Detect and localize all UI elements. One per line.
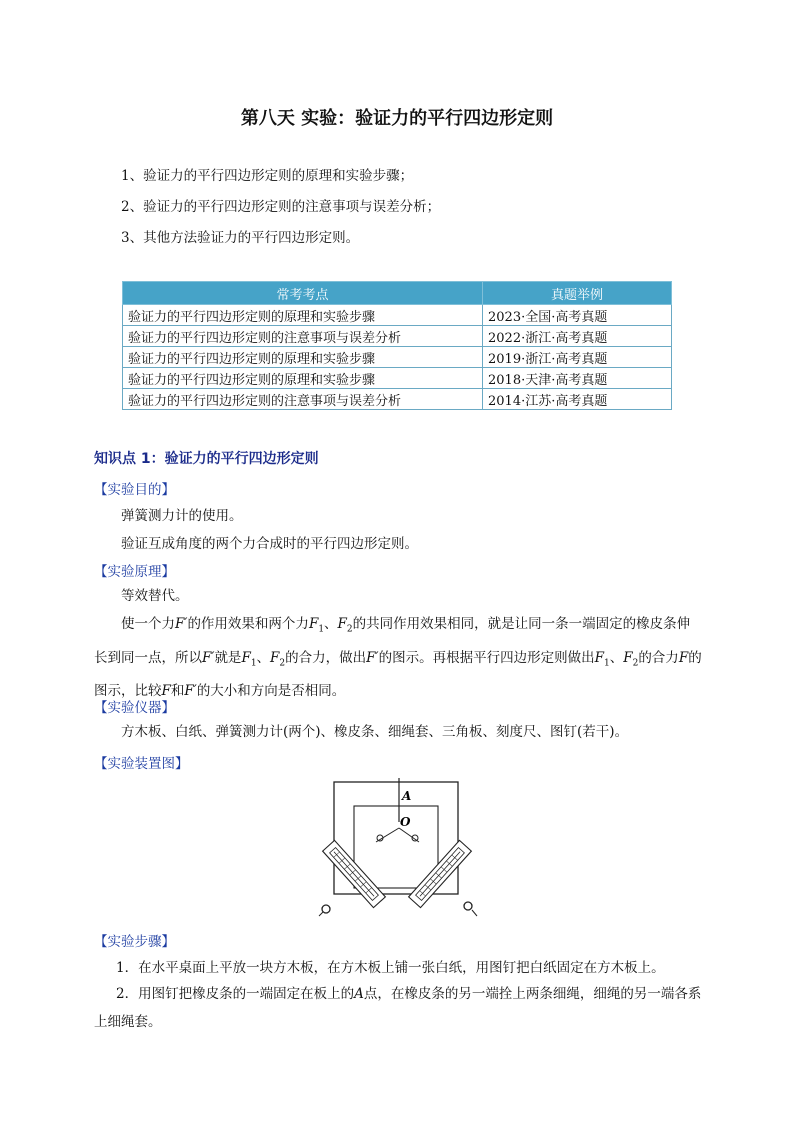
knowledge-point-heading: 知识点 1：验证力的平行四边形定则 <box>94 451 319 467</box>
text-run: 的图示。再根据平行四边形定则做出 <box>378 649 595 666</box>
page-title: 第八天 实验：验证力的平行四边形定则 <box>240 108 554 129</box>
subscript-2: 2 <box>346 624 353 635</box>
separator: 、 <box>609 649 624 666</box>
table-row <box>123 389 672 410</box>
step-2 <box>94 980 702 1036</box>
section-title-principle: 【实验原理】 <box>94 564 175 580</box>
text-run: 就是 <box>214 649 242 666</box>
text-run: 2．用图钉把橡皮条的一端固定在板上的 <box>116 986 355 1002</box>
table-cell-example: 2023·全国·高考真题 <box>483 305 672 326</box>
text-run: 使一个力 <box>121 616 175 632</box>
symbol-f: F <box>623 649 633 666</box>
table-cell-example: 2014·江苏·高考真题 <box>483 389 672 410</box>
symbol-f: F <box>161 683 171 700</box>
separator: 、 <box>324 616 338 632</box>
section-title-purpose: 【实验目的】 <box>94 482 175 498</box>
subscript-1: 1 <box>603 658 610 669</box>
step-1: 1．在水平桌面上平放一块方木板，在方木板上铺一张白纸，用图钉把白纸固定在方木板上。 <box>116 960 665 976</box>
section-title-steps: 【实验步骤】 <box>94 934 175 950</box>
header-exam-point: 常考考点 <box>123 282 483 305</box>
symbol-f: F <box>308 616 319 632</box>
section-title-setup: 【实验装置图】 <box>94 756 189 772</box>
ring-right <box>464 902 472 910</box>
symbol-f-prime: F′ <box>366 649 379 666</box>
table-cell-point: 验证力的平行四边形定则的原理和实验步骤 <box>123 347 483 368</box>
apparatus-diagram <box>314 778 480 922</box>
text-run: 的合力，做出 <box>285 649 367 666</box>
principle-line: 等效替代。 <box>121 588 189 604</box>
symbol-f-prime: F′ <box>175 616 188 632</box>
subscript-1: 1 <box>250 658 257 669</box>
label-o: O <box>400 815 411 829</box>
objective-item: 3、其他方法验证力的平行四边形定则。 <box>121 230 360 246</box>
table-row <box>123 347 672 368</box>
separator: 、 <box>256 649 271 666</box>
table-cell-example: 2018·天津·高考真题 <box>483 368 672 389</box>
symbol-f: F <box>678 649 689 666</box>
text-run: 的共同作用效果相同，就是让同一条一端固定的橡皮条伸长到同一点，所以 <box>94 616 691 666</box>
table-row <box>123 368 672 389</box>
text-run: 的作用效果和两个力 <box>187 616 309 632</box>
subscript-2: 2 <box>632 658 639 669</box>
table-cell-point: 验证力的平行四边形定则的注意事项与误差分析 <box>123 389 483 410</box>
table-header-row <box>123 282 672 305</box>
table-cell-example: 2019·浙江·高考真题 <box>483 347 672 368</box>
header-exam-example: 真题举例 <box>483 282 672 305</box>
symbol-f-prime: F′ <box>184 683 197 700</box>
objective-item: 1、验证力的平行四边形定则的原理和实验步骤； <box>121 168 414 184</box>
symbol-a: A <box>354 986 364 1002</box>
symbol-f: F <box>270 649 280 666</box>
symbol-f: F <box>337 616 347 632</box>
purpose-line: 弹簧测力计的使用。 <box>121 508 243 524</box>
ring-left <box>322 905 330 913</box>
table-cell-example: 2022·浙江·高考真题 <box>483 326 672 347</box>
symbol-f: F <box>241 649 251 666</box>
spring-balance-right <box>409 840 472 907</box>
table-row <box>123 305 672 326</box>
text-run: 的合力 <box>638 649 679 666</box>
principle-paragraph <box>94 610 702 705</box>
objective-item: 2、验证力的平行四边形定则的注意事项与误差分析； <box>121 199 441 215</box>
symbol-f-prime: F′ <box>202 649 215 666</box>
text-run: 的大小和方向是否相同。 <box>196 683 346 700</box>
text-run: 点，在橡皮条的另一端拴上两条细绳，细绳的另一端各系上细绳套。 <box>94 986 702 1030</box>
instruments-line: 方木板、白纸、弹簧测力计(两个)、橡皮条、细绳套、三角板、刻度尺、图钉(若干)。 <box>121 724 629 740</box>
purpose-line: 验证互成角度的两个力合成时的平行四边形定则。 <box>121 536 418 552</box>
table-cell-point: 验证力的平行四边形定则的原理和实验步骤 <box>123 305 483 326</box>
text-run: 和 <box>170 683 185 700</box>
exam-points-table <box>122 281 672 410</box>
table-cell-point: 验证力的平行四边形定则的原理和实验步骤 <box>123 368 483 389</box>
text-run: 的图示，比较 <box>94 649 702 700</box>
subscript-1: 1 <box>318 624 325 635</box>
label-a: A <box>402 789 412 803</box>
objectives-list <box>121 166 440 259</box>
table-cell-point: 验证力的平行四边形定则的注意事项与误差分析 <box>123 326 483 347</box>
subscript-2: 2 <box>279 658 286 669</box>
section-title-instruments: 【实验仪器】 <box>94 700 175 716</box>
symbol-f: F <box>594 649 604 666</box>
table-row <box>123 326 672 347</box>
